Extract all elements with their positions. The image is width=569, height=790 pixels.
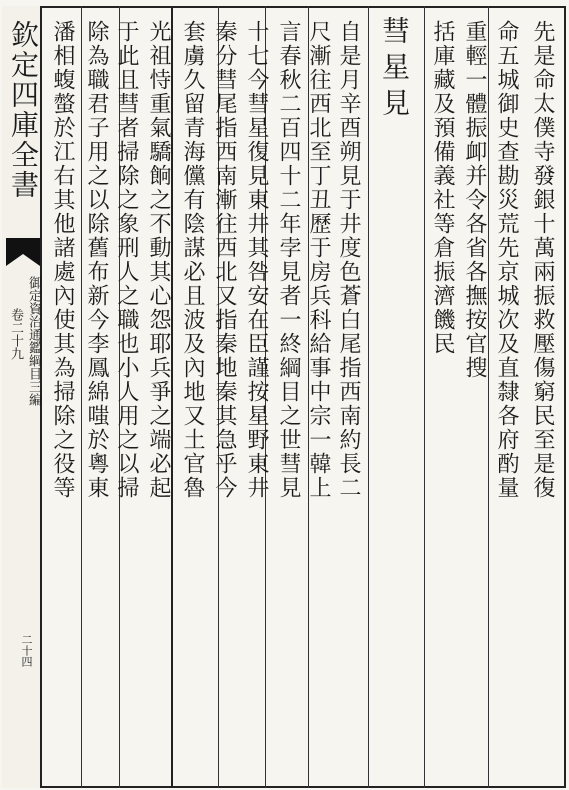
text-column: 重輕一體振卹并令各省各撫按官搜	[462, 20, 487, 380]
text-column: 潘相蝮螫於江右其他諸處內使其為掃除之役等	[50, 20, 75, 500]
book-edge-strip	[2, 6, 42, 788]
text-column: 言春秋二百四十二年孛見者一終綱目之世彗見	[276, 20, 301, 500]
book-subtitle: 御定資治通鑑綱目三編	[26, 276, 41, 406]
column-rule	[368, 6, 369, 788]
text-column: 秦分彗尾指西南漸往西北又指秦地秦其急乎今	[212, 20, 237, 500]
volume-number: 卷二十九	[8, 308, 23, 360]
text-column: 于此且彗者掃除之象刑人之職也小人用之以掃	[114, 20, 139, 500]
text-column: 套虜久留青海儻有陰謀必且波及內地又土官魯	[180, 20, 205, 500]
section-heading: 彗星見	[378, 16, 411, 124]
text-column: 尺漸往西北至丁丑歷于房兵科給事中宗一韓上	[306, 20, 331, 500]
text-column: 除為職君子用之以除舊布新今李鳳綿嗤於粵東	[84, 20, 109, 500]
book-title: 欽定四庫全書	[7, 20, 40, 200]
text-column: 光祖恃重氣驕餉之不動其心怨耶兵爭之端必起	[146, 20, 171, 500]
text-column: 十七今彗星復見東井其咎安在臣謹按星野東井	[244, 20, 269, 500]
text-column: 括庫藏及預備義社等倉振濟饑民	[430, 20, 455, 356]
page-number: 二十四	[20, 634, 33, 667]
fishtail-mark-icon	[6, 238, 40, 268]
text-column: 自是月辛酉朔見于井度色蒼白尾指西南約長二	[336, 20, 361, 500]
text-column: 先是命太僕寺發銀十萬兩振救壓傷窮民至是復	[530, 20, 555, 500]
text-column: 命五城御史查勘災荒先京城次及直隸各府酌量	[494, 20, 519, 500]
